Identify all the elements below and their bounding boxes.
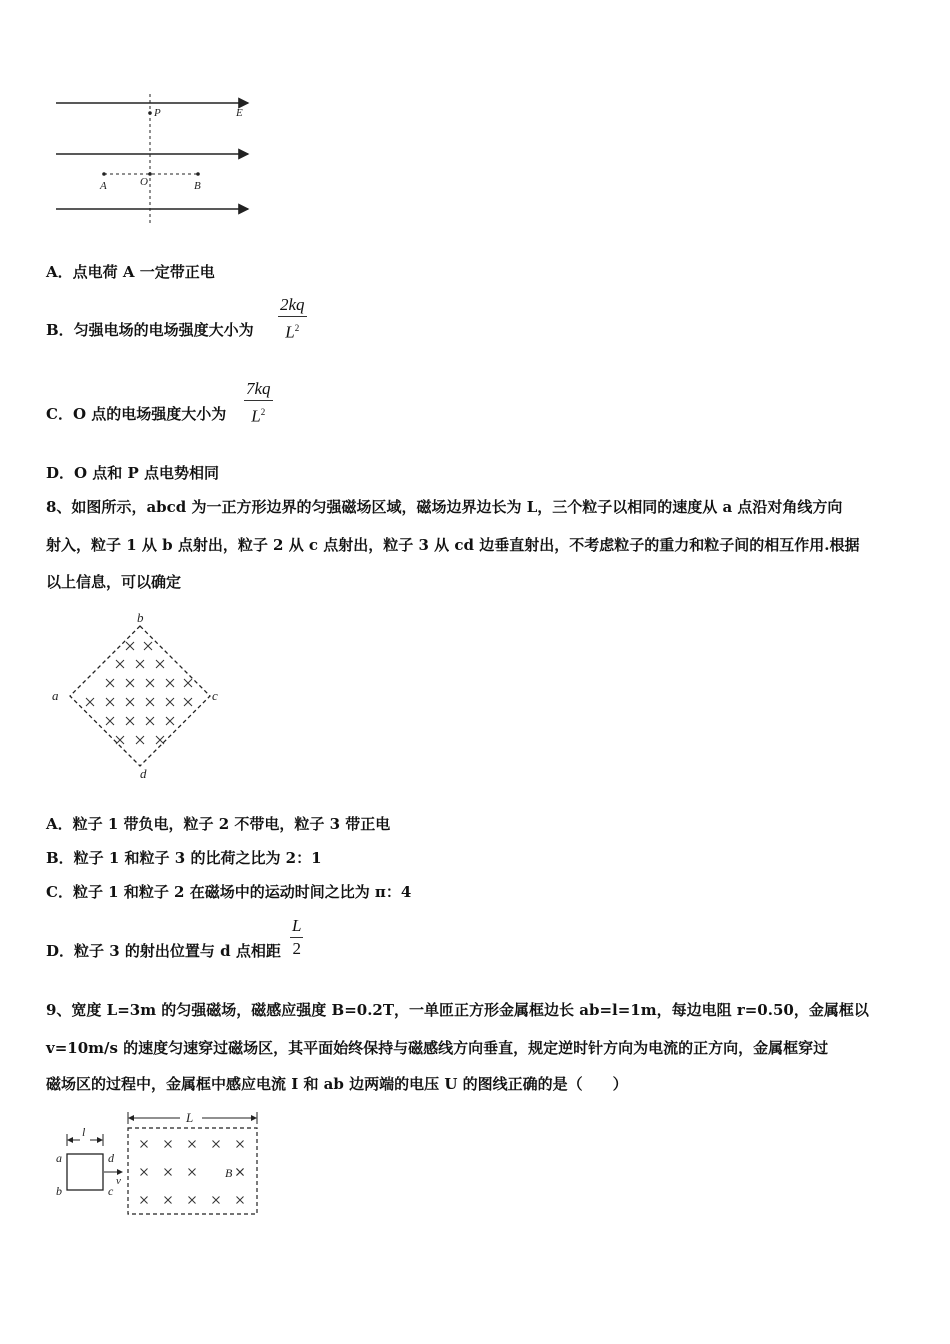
fraction-denominator: $L^2$ (285, 322, 300, 342)
label-b: b (56, 1184, 62, 1198)
field-cross-icon (141, 1197, 148, 1204)
field-cross-icon (126, 642, 134, 650)
field-cross-icon (116, 660, 124, 668)
label-a: A (100, 180, 107, 192)
field-cross-icon (166, 679, 174, 687)
q8-stem-line-2: 射入，粒子 1 从 b 点射出，粒子 2 从 c 点射出，粒子 3 从 cd 边垂直射出，不考虑粒子的重力和粒子间的相互作用.根据 (46, 536, 860, 554)
fraction-numerator: 2kq (278, 294, 307, 317)
q9-stem-line-2: v=10m/s 的速度匀速穿过磁场区，其平面始终保持与磁感线方向垂直，规定逆时针方向为电流的正方向，金属框穿过 (46, 1039, 829, 1057)
field-cross-icon (144, 642, 152, 650)
field-cross-icon (237, 1141, 244, 1148)
q8-option-a: A．粒子 1 带负电，粒子 2 不带电，粒子 3 带正电 (46, 815, 391, 833)
field-cross-icon (189, 1141, 196, 1148)
field-cross-icon (165, 1169, 172, 1176)
q9-stem-line-3: 磁场区的过程中，金属框中感应电流 I 和 ab 边两端的电压 U 的图线正确的是（ ） (46, 1075, 628, 1093)
fraction-denominator: 2 (292, 939, 301, 958)
label-d: d (140, 766, 147, 781)
field-cross-icon (165, 1141, 172, 1148)
field-cross-icon (156, 660, 164, 668)
metal-square-loop (67, 1154, 103, 1190)
q8-option-d: D．粒子 3 的射出位置与 d 点相距 (46, 942, 281, 960)
field-cross-icon (237, 1169, 244, 1176)
label-b: B (194, 180, 201, 192)
field-cross-icon (106, 679, 114, 687)
field-cross-icon (126, 679, 134, 687)
label-a: a (56, 1151, 62, 1165)
label-L: L (186, 1110, 194, 1125)
fraction-denominator: $L^2$ (251, 406, 266, 426)
q7-option-d: D．O 点和 P 点电势相同 (46, 464, 220, 482)
label-o: O (140, 176, 148, 188)
field-cross-icon (146, 698, 154, 706)
field-cross-icon (166, 698, 174, 706)
q7-option-b-fraction (278, 294, 307, 344)
label-c: c (108, 1184, 114, 1198)
field-cross-icon (126, 717, 134, 725)
point-p (148, 111, 152, 115)
field-cross-icon (213, 1197, 220, 1204)
fraction-numerator: L (290, 915, 303, 938)
point-b (196, 172, 200, 176)
field-cross-icon (116, 736, 124, 744)
field-cross-icon (141, 1169, 148, 1176)
q7-option-c-fraction (244, 378, 273, 428)
field-cross-icon (166, 717, 174, 725)
label-c: c (212, 688, 218, 703)
diamond-boundary (70, 626, 210, 766)
q7-option-b: B．匀强电场的电场强度大小为 (46, 321, 254, 339)
label-b: b (137, 610, 144, 625)
q7-field-figure (50, 92, 260, 232)
field-cross-icon (136, 736, 144, 744)
label-v: v (116, 1175, 121, 1187)
field-cross-icon (213, 1141, 220, 1148)
field-cross-icon (106, 717, 114, 725)
field-cross-icon (136, 660, 144, 668)
field-cross-icon (146, 717, 154, 725)
point-a (102, 172, 106, 176)
field-cross-icon (156, 736, 164, 744)
q9-loop-figure (50, 1106, 265, 1221)
field-cross-icon (86, 698, 94, 706)
magnetic-field-crosses (86, 642, 192, 744)
field-cross-icon (237, 1197, 244, 1204)
field-cross-icon (146, 679, 154, 687)
field-cross-icon (184, 698, 192, 706)
field-cross-icon (165, 1197, 172, 1204)
field-cross-icon (189, 1197, 196, 1204)
label-a: a (52, 688, 59, 703)
field-cross-icon (106, 698, 114, 706)
q7-option-c: C．O 点的电场强度大小为 (46, 405, 227, 423)
q8-stem-line-1: 8、如图所示，abcd 为一正方形边界的匀强磁场区域，磁场边界边长为 L，三个粒子以相同的速度从 a 点沿对角线方向 (46, 498, 843, 516)
q8-stem-line-3: 以上信息，可以确定 (46, 573, 182, 591)
q8-diamond-figure (48, 608, 228, 784)
label-d: d (108, 1151, 114, 1165)
q8-option-d-fraction (290, 915, 303, 960)
field-cross-icon (141, 1141, 148, 1148)
q7-option-a: A．点电荷 A 一定带正电 (46, 263, 215, 281)
label-l: l (82, 1125, 86, 1139)
q9-stem-line-1: 9、宽度 L=3m 的匀强磁场，磁感应强度 B=0.2T，一单匝正方形金属框边长 ab=l=1m，每边电阻 r=0.50，金属框以 (46, 1001, 869, 1019)
q8-option-c: C．粒子 1 和粒子 2 在磁场中的运动时间之比为 π：4 (46, 883, 412, 901)
fraction-numerator: 7kq (244, 378, 273, 401)
label-e: E (236, 107, 243, 119)
label-B: B (225, 1166, 233, 1180)
field-cross-icon (184, 679, 192, 687)
field-cross-icon (189, 1169, 196, 1176)
point-o (148, 172, 152, 176)
q8-option-b: B．粒子 1 和粒子 3 的比荷之比为 2：1 (46, 849, 322, 867)
field-cross-icon (126, 698, 134, 706)
label-p: P (154, 107, 161, 119)
